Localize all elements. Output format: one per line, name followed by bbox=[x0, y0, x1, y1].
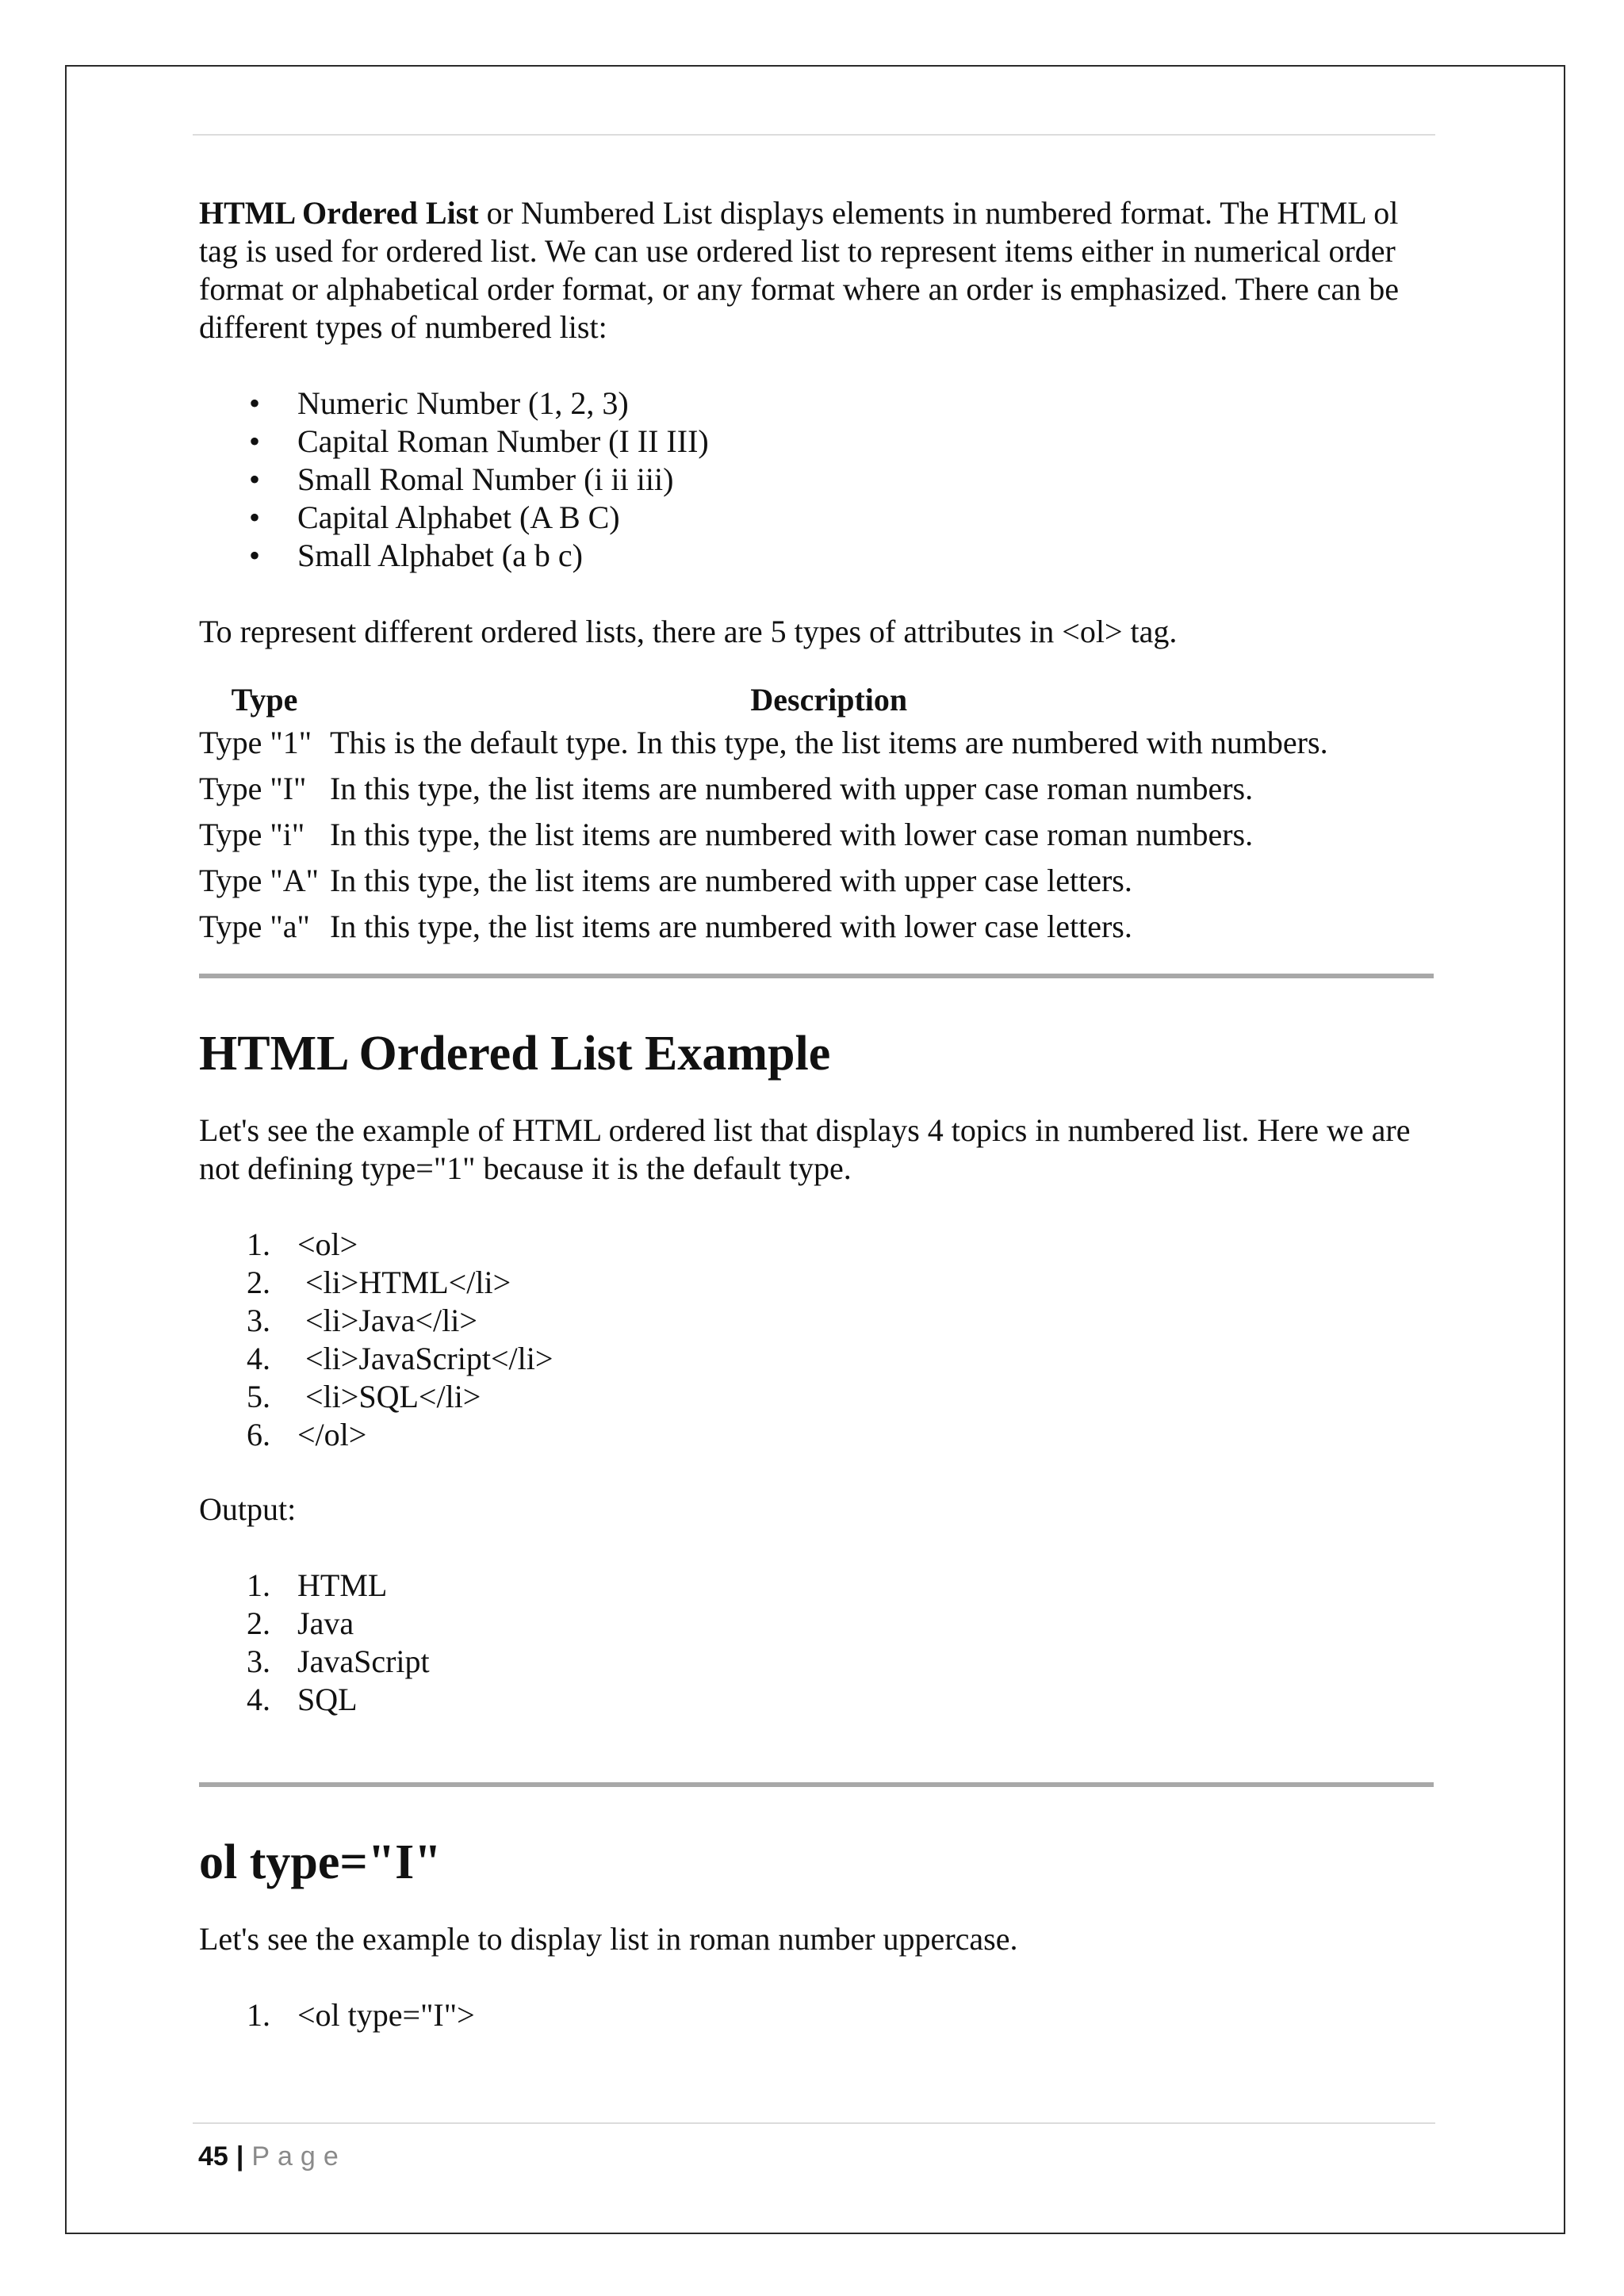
list-item bbox=[199, 537, 1436, 575]
code-line bbox=[199, 1996, 1436, 2034]
section-divider bbox=[199, 974, 1434, 978]
type-cell: Type "I" bbox=[199, 771, 307, 806]
type-cell: Type "i" bbox=[199, 817, 305, 852]
list-item-text: Capital Alphabet (A B C) bbox=[297, 499, 620, 535]
description-cell: In this type, the list items are numbered with lower case letters. bbox=[329, 909, 1132, 944]
type-cell: Type "1" bbox=[199, 725, 312, 760]
table-row bbox=[199, 720, 1328, 766]
list-item bbox=[199, 461, 1436, 499]
example-code-list bbox=[199, 1226, 1436, 1454]
line-number: 5. bbox=[247, 1379, 270, 1414]
line-number: 2. bbox=[247, 1265, 270, 1300]
code-text: <li>Java</li> bbox=[297, 1303, 477, 1338]
list-types-bullets bbox=[199, 385, 1436, 575]
list-item-text: Capital Roman Number (I II III) bbox=[297, 423, 709, 459]
table-row bbox=[199, 904, 1328, 950]
output-label: Output: bbox=[199, 1491, 297, 1527]
line-number: 1. bbox=[247, 1226, 270, 1262]
code-text: </ol> bbox=[297, 1417, 367, 1452]
intro-text: or Numbered List displays elements in numbered format. The HTML ol tag is used for ordered list. We can use ordered list to represent items either in numerical order format or alphabetical order format, or any format where an order is emphasized. There can be different types of numbered list: bbox=[199, 195, 1400, 345]
list-item bbox=[199, 385, 1436, 423]
description-cell: In this type, the list items are numbered with lower case roman numbers. bbox=[329, 817, 1254, 852]
table-row bbox=[199, 766, 1328, 812]
code-line bbox=[199, 1378, 1436, 1416]
item-number: 3. bbox=[247, 1644, 270, 1679]
line-number: 4. bbox=[247, 1341, 270, 1376]
section-divider bbox=[199, 1782, 1434, 1787]
roman-heading: ol type="I" bbox=[199, 1835, 442, 1889]
item-number: 2. bbox=[247, 1605, 270, 1641]
page-content bbox=[199, 194, 1436, 2034]
attributes-intro: To represent different ordered lists, there are 5 types of attributes in <ol> tag. bbox=[199, 614, 1178, 649]
output-list bbox=[199, 1567, 1436, 1719]
list-item bbox=[199, 1681, 1436, 1719]
roman-code-list bbox=[199, 1996, 1436, 2034]
table-row bbox=[199, 858, 1328, 904]
bullet-icon: • bbox=[249, 423, 261, 459]
list-item bbox=[199, 423, 1436, 461]
item-text: HTML bbox=[297, 1567, 388, 1603]
page-footer bbox=[198, 2141, 347, 2172]
code-line bbox=[199, 1340, 1436, 1378]
bullet-icon: • bbox=[249, 385, 261, 421]
line-number: 6. bbox=[247, 1417, 270, 1452]
column-header-description: Description bbox=[750, 682, 908, 718]
code-text: <ol type="I"> bbox=[297, 1997, 475, 2033]
item-text: SQL bbox=[297, 1682, 358, 1717]
description-cell: In this type, the list items are numbered with upper case roman numbers. bbox=[329, 771, 1254, 806]
code-text: <li>HTML</li> bbox=[297, 1265, 511, 1300]
line-number: 1. bbox=[247, 1997, 270, 2033]
column-header-type: Type bbox=[231, 682, 298, 718]
bullet-icon: • bbox=[249, 499, 261, 535]
bullet-icon: • bbox=[249, 461, 261, 497]
intro-paragraph bbox=[199, 194, 1436, 346]
roman-paragraph: Let's see the example to display list in roman number uppercase. bbox=[199, 1921, 1018, 1957]
description-cell: In this type, the list items are numbered with upper case letters. bbox=[329, 863, 1132, 898]
list-item-text: Small Alphabet (a b c) bbox=[297, 538, 583, 573]
list-item bbox=[199, 1605, 1436, 1643]
page-word: Page bbox=[251, 2141, 347, 2172]
footer-rule bbox=[193, 2122, 1435, 2124]
example-heading: HTML Ordered List Example bbox=[199, 1027, 831, 1081]
item-text: Java bbox=[297, 1605, 354, 1641]
line-number: 3. bbox=[247, 1303, 270, 1338]
table-header-row bbox=[199, 680, 1328, 720]
code-text: <li>SQL</li> bbox=[297, 1379, 481, 1414]
code-line bbox=[199, 1416, 1436, 1454]
item-number: 1. bbox=[247, 1567, 270, 1603]
code-text: <ol> bbox=[297, 1226, 358, 1262]
code-line bbox=[199, 1264, 1436, 1302]
list-item-text: Numeric Number (1, 2, 3) bbox=[297, 385, 629, 421]
type-attributes-table bbox=[199, 680, 1328, 950]
footer-separator: | bbox=[236, 2141, 244, 2172]
page-number: 45 bbox=[198, 2141, 228, 2172]
intro-bold-lead: HTML Ordered List bbox=[199, 195, 479, 231]
description-cell: This is the default type. In this type, the list items are numbered with numbers. bbox=[329, 725, 1328, 760]
bullet-icon: • bbox=[249, 538, 261, 573]
item-text: JavaScript bbox=[297, 1644, 430, 1679]
item-number: 4. bbox=[247, 1682, 270, 1717]
code-line bbox=[199, 1226, 1436, 1264]
list-item-text: Small Romal Number (i ii iii) bbox=[297, 461, 674, 497]
list-item bbox=[199, 499, 1436, 537]
table-row bbox=[199, 812, 1328, 858]
code-text: <li>JavaScript</li> bbox=[297, 1341, 553, 1376]
type-cell: Type "a" bbox=[199, 909, 310, 944]
example-paragraph: Let's see the example of HTML ordered list that displays 4 topics in numbered list. Here we are not defining type="1" because it is the default type. bbox=[199, 1112, 1411, 1186]
list-item bbox=[199, 1643, 1436, 1681]
type-cell: Type "A" bbox=[199, 863, 319, 898]
list-item bbox=[199, 1567, 1436, 1605]
header-rule bbox=[193, 134, 1435, 136]
code-line bbox=[199, 1302, 1436, 1340]
